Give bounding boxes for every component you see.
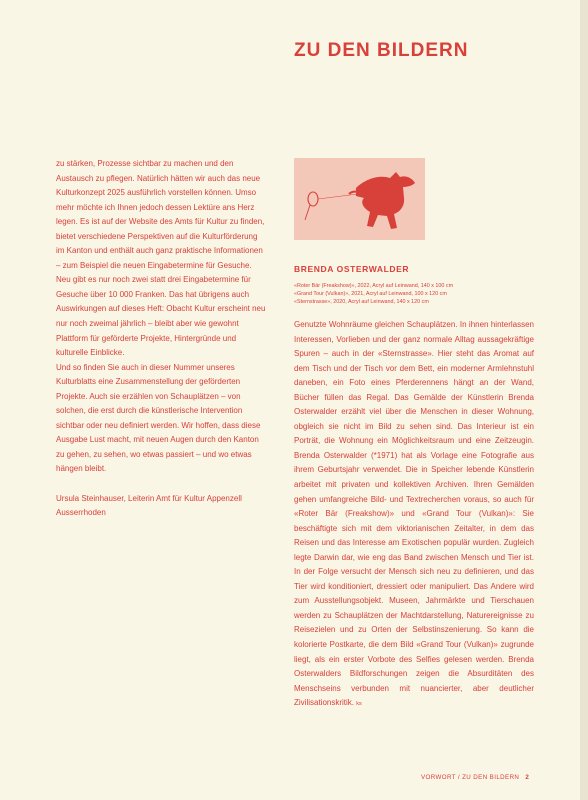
artwork-image — [294, 158, 425, 240]
footer-section: VORWORT / ZU DEN BILDERN — [421, 774, 520, 781]
page-heading: ZU DEN BILDERN — [294, 40, 469, 61]
artist-name: BRENDA OSTERWALDER — [294, 264, 410, 274]
artwork-text-column — [294, 318, 534, 712]
artwork-description — [294, 318, 534, 712]
author-initials: ks — [356, 701, 362, 708]
page-edge — [580, 0, 588, 800]
artwork-description-text: Genutzte Wohnräume gleichen Schauplätzen. In ihnen hinterlassen Interessen, Vorlieben und der ganz normale Alltag aussagekräftige Spuren – auch in der «Sternstrasse». Hier steht das Aromat auf dem Tisch und der Tisch vor dem Bett, ein moderner Armlehnstuhl daneben, ein Foto eines Pferderennens hängt an der Wand, Bücher füllen das Regal. Das Gemälde der Künstlerin Brenda Osterwalder erzählt viel über die Menschen in dieser Wohnung, obgleich sie nicht im Bild zu sehen sind. Das Interieur ist ein Porträt, die Wohnung ein Möglichkeitsraum und eine Zeitzeugin. Brenda Osterwalder (*1971) hat als Vorlage eine Fotografie aus ihrem Geburtsjahr verwendet. Die in Speicher lebende Künstlerin arbeitet mit privaten und kollektiven Archiven. Ihren Gemälden gehen umfangreiche Bild- und Textrecherchen voraus, so auch für «Roter Bär (Freakshow)» und «Grand Tour (Vulkan)»: Sie beschäftigte sich mit dem viktorianischen Zeitalter, in dem das Reisen und das Interesse am Exotischen populär wurden. Zugleich legte Darwin dar, wie eng das Band zwischen Mensch und Tier ist. In der Folge versucht der Mensch sich neu zu definieren, und das Tier wird konditioniert, dressiert oder manipuliert. Das Andere wird zum Ausstellungsobjekt. Museen, Jahrmärkte und Tierschauen werden zu Schauplätzen der Machtdarstellung, Naturereignisse zu Reisezielen und zu Orten der Selbstinszenierung. So kann die kolorierte Postkarte, die dem Bild «Grand Tour (Vulkan)» zugrunde liegt, als ein erster Vorbote des Selfies gelesen werden. Brenda Osterwalders Bildforschungen zeigen die Absurditäten des Menschseins verbunden mit nuancierter, aber deutlicher Zivilisationskritik. — [294, 320, 534, 708]
work-caption: «Grand Tour (Vulkan)», 2021, Acryl auf Leinwand, 100 x 120 cm — [294, 291, 447, 297]
page-footer — [421, 774, 529, 781]
signature: Ursula Steinhauser, Leiterin Amt für Kultur Appenzell Ausserrhoden — [56, 493, 242, 518]
preface-paragraph-2: Und so finden Sie auch in dieser Nummer unseres Kulturblatts eine Zusammenstellung der geförderten Projekte. Auch sie erzählen von Schauplätzen – von solchen, die erst durch die künstlerische Intervention sichtbar oder neu definiert werden. Wir hoffen, dass diese Ausgabe Lust macht, mit neuen Augen durch den Kanton zu gehen, zu sehen, wo etwas passiert – und wo etwas hängen bleibt. — [56, 362, 261, 474]
works-list — [294, 282, 453, 306]
page-number: 2 — [525, 774, 530, 781]
preface-column — [56, 157, 268, 521]
work-caption: «Roter Bär (Freakshow)», 2022, Acryl auf Leinwand, 140 x 100 cm — [294, 283, 454, 289]
red-bear-icon — [294, 158, 425, 240]
preface-paragraph-1: zu stärken, Prozesse sichtbar zu machen und den Austausch zu pflegen. Natürlich hätten wir auch das neue Kulturkonzept 2025 ausführlich vorstellen können. Umso mehr möchte ich Ihnen jedoch dessen Lektüre ans Herz legen. Es ist auf der Website des Amts für Kultur zu finden, bietet verschiedene Perspektiven auf die Kulturförderung im Kanton und enthält auch ganz praktische Informationen – zum Beispiel die neuen Eingabetermine für Gesuche. Neu gibt es nur noch zwei statt drei Eingabetermine für Gesuche über 10 000 Franken. Das hat übrigens auch Auswirkungen auf dieses Heft: Obacht Kultur erscheint neu nur noch zweimal jährlich – bleibt aber wie gewohnt Plattform für geförderte Projekte, Hintergründe und kulturelle Einblicke. — [56, 159, 266, 358]
work-caption: «Sternstrasse», 2020, Acryl auf Leinwand, 140 x 120 cm — [294, 299, 429, 305]
